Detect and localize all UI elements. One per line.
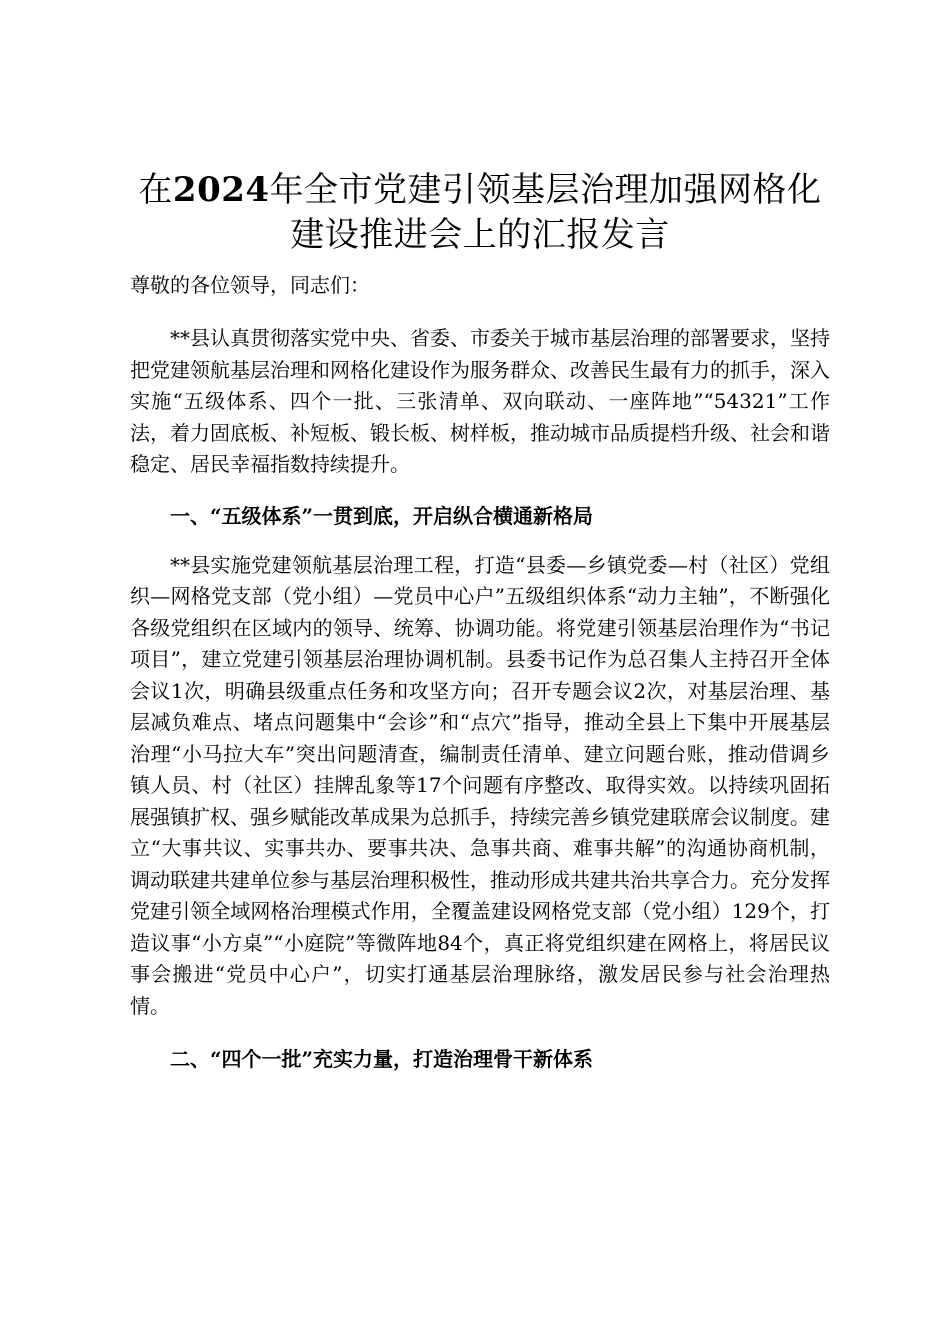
title-year: 2024 bbox=[172, 170, 270, 210]
title-line2: 建设推进会上的汇报发言 bbox=[290, 215, 670, 255]
section-1-heading: 一、“五级体系”一贯到底，开启纵合横通新格局 bbox=[170, 503, 594, 528]
section-1-paragraph: **县实施党建领航基层治理工程，打造“县委—乡镇党委—村（社区）党组织—网格党支部（党小组）—党员中心户”五级组织体系“动力主轴”，不断强化各级党组织在区域内的领导、统筹、协调功能。将党建引领基层治理作为“书记项目”，建立党建引领基层治理协调机制。县委书记作为总召集人主持召开全体会议1次，明确县级重点任务和攻坚方向；召开专题会议2次，对基层治理、基层减负难点、堵点问题集中“会诊”和“点穴”指导，推动全县上下集中开展基层治理“小马拉大车”突出问题清查，编制责任清单、建立问题台账，推动借调乡镇人员、村（社区）挂牌乱象等17个问题有序整改、取得实效。以持续巩固拓展强镇扩权、强乡赋能改革成果为总抓手，持续完善乡镇党建联席会议制度。建立“大事共议、实事共办、要事共决、急事共商、难事共解”的沟通协商机制，调动联建共建单位参与基层治理积极性，推动形成共建共治共享合力。充分发挥党建引领全域网格治理模式作用，全覆盖建设网格党支部（党小组）129个，打造议事“小方桌”“小庭院”等微阵地84个，真正将党组织建在网格上，将居民议事会搬进“党员中心户”，切实打通基层治理脉络，激发居民参与社会治理热情。 bbox=[130, 552, 830, 1018]
salutation: 尊敬的各位领导，同志们： bbox=[130, 273, 370, 297]
title-prefix: 在 bbox=[138, 170, 173, 210]
title-line1-rest: 年全市党建引领基层治理加强网格化 bbox=[269, 170, 822, 210]
section-2-heading: 二、“四个一批”充实力量，打造治理骨干新体系 bbox=[170, 1047, 594, 1071]
document-title bbox=[130, 168, 830, 258]
document-page bbox=[130, 168, 830, 1075]
intro-paragraph: **县认真贯彻落实党中央、省委、市委关于城市基层治理的部署要求，坚持把党建领航基层治理和网格化建设作为服务群众、改善民生最有力的抓手，深入实施“五级体系、四个一批、三张清单、双向联动、一座阵地”“54321”工作法，着力固底板、补短板、锻长板、树样板，推动城市品质提档升级、社会和谐稳定、居民幸福指数持续提升。 bbox=[130, 326, 830, 476]
